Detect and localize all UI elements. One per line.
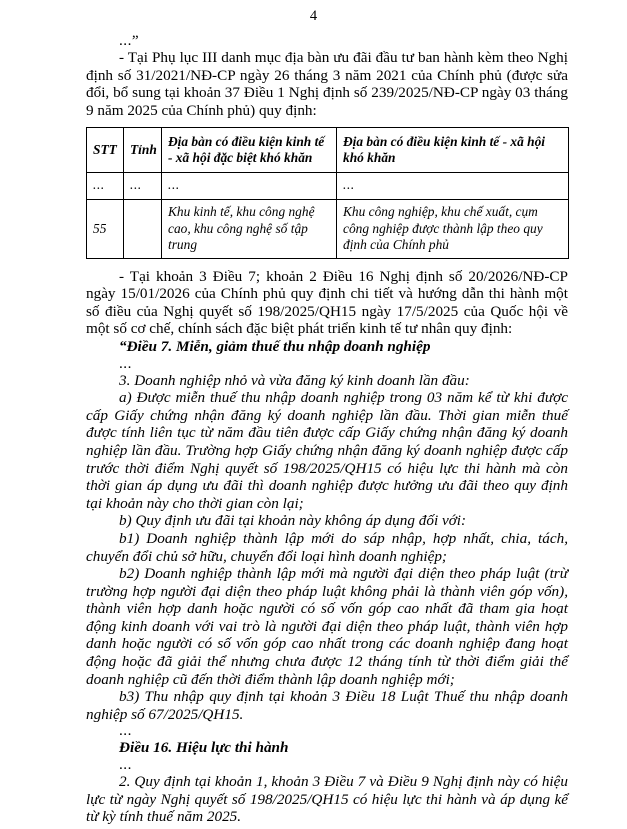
incentive-areas-table bbox=[86, 127, 569, 258]
article-16-ellipsis-after: ... bbox=[119, 756, 132, 774]
cell-special-difficult: ... bbox=[162, 173, 337, 200]
table-wrapper bbox=[86, 127, 568, 258]
cell-difficult: Khu công nghiệp, khu chế xuất, cụm công nghiệp được thành lập theo quy định của Chính phủ bbox=[337, 200, 569, 258]
article-7-heading: “Điều 7. Miễn, giảm thuế thu nhập doanh nghiệp bbox=[119, 337, 431, 355]
paragraph-decree-20-2026: - Tại khoản 3 Điều 7; khoản 2 Điều 16 Nghị định số 20/2026/NĐ-CP ngày 15/01/2026 của Chính phủ quy định chi tiết và hướng dẫn thi hành một số điều của Nghị quyết số 198/2025/QH15 ngày 17/5/2025 của Quốc hội về một số cơ chế, chính sách đặc biệt phát triển kinh tế tư nhân quy định: bbox=[86, 267, 568, 338]
cell-tinh bbox=[124, 200, 162, 258]
table-row bbox=[87, 173, 569, 200]
article-7-ellipsis: ... bbox=[119, 354, 132, 372]
article-7-clause-3: 3. Doanh nghiệp nhỏ và vừa đăng ký kinh doanh lần đầu: bbox=[119, 371, 470, 389]
cell-tinh: ... bbox=[124, 173, 162, 200]
article-16-heading: Điều 16. Hiệu lực thi hành bbox=[119, 739, 289, 757]
article-7-point-b1: b1) Doanh nghiệp thành lập mới do sáp nhập, hợp nhất, chia, tách, chuyển đổi chủ sở hữu, chuyển đổi loại hình doanh nghiệp; bbox=[86, 529, 568, 565]
table-header-special-difficult-areas: Địa bàn có điều kiện kinh tế - xã hội đặc biệt khó khăn bbox=[162, 128, 337, 173]
top-ellipsis-quote: ...” bbox=[119, 32, 140, 49]
cell-special-difficult: Khu kinh tế, khu công nghệ cao, khu công nghệ số tập trung bbox=[162, 200, 337, 258]
page-number: 4 bbox=[309, 8, 318, 24]
cell-difficult: ... bbox=[337, 173, 569, 200]
table-header-stt: STT bbox=[87, 128, 124, 173]
article-7-point-b2: b2) Doanh nghiệp thành lập mới mà người đại diện theo pháp luật (trừ trường hợp người đại diện theo pháp luật không phải là thành viên góp vốn), thành viên hợp danh hoặc người có số vốn góp cao nhất đã tham gia hoạt động kinh doanh với vai trò là người đại diện theo pháp luật, thành viên hợp danh hoặc người có số vốn góp cao nhất trong các doanh nghiệp đang hoạt động hoặc đã giải thể nhưng chưa được 12 tháng tính từ thời điểm giải thể doanh nghiệp cũ đến thời điểm thành lập doanh nghiệp mới; bbox=[86, 565, 568, 688]
paragraph-appendix-iii: - Tại Phụ lục III danh mục địa bàn ưu đãi đầu tư ban hành kèm theo Nghị định số 31/2021/NĐ-CP ngày 26 tháng 3 năm 2021 của Chính phủ (được sửa đổi, bổ sung tại khoản 37 Điều 1 Nghị định số 239/2025/NĐ-CP ngày 03 tháng 9 năm 2025 của Chính phủ) quy định: bbox=[86, 49, 568, 119]
article-7-point-a: a) Được miễn thuế thu nhập doanh nghiệp trong 03 năm kể từ khi được cấp Giấy chứng nhận đăng ký doanh nghiệp lần đầu. Thời gian miễn thuế được tính liên tục từ năm đầu tiên được cấp Giấy chứng nhận đăng ký doanh nghiệp lần đầu. Trường hợp Giấy chứng nhận đăng ký doanh nghiệp được cấp trước thời điểm Nghị quyết số 198/2025/QH15 có hiệu lực thi hành mà còn thời gian áp dụng ưu đãi thì doanh nghiệp được hưởng ưu đãi theo quy định tại khoản này cho thời gian còn lại; bbox=[86, 389, 568, 512]
article-16-ellipsis-before: ... bbox=[119, 722, 132, 740]
cell-stt: ... bbox=[87, 173, 124, 200]
article-7-point-b3: b3) Thu nhập quy định tại khoản 3 Điều 18 Luật Thuế thu nhập doanh nghiệp số 67/2025/QH15. bbox=[86, 688, 568, 723]
table-row bbox=[87, 200, 569, 258]
table-header-tinh: Tỉnh bbox=[124, 128, 162, 173]
article-7-point-b: b) Quy định ưu đãi tại khoản này không áp dụng đối với: bbox=[119, 512, 467, 530]
document-body bbox=[86, 33, 568, 826]
table-header-row bbox=[87, 128, 569, 173]
table-header-difficult-areas: Địa bàn có điều kiện kinh tế - xã hội khó khăn bbox=[337, 128, 569, 173]
article-16-clause-2: 2. Quy định tại khoản 1, khoản 3 Điều 7 và Điều 9 Nghị định này có hiệu lực từ ngày Nghị quyết số 198/2025/QH15 có hiệu lực thi hành và áp dụng kể từ kỳ tính thuế năm 2025. bbox=[86, 773, 568, 826]
cell-stt: 55 bbox=[87, 200, 124, 258]
